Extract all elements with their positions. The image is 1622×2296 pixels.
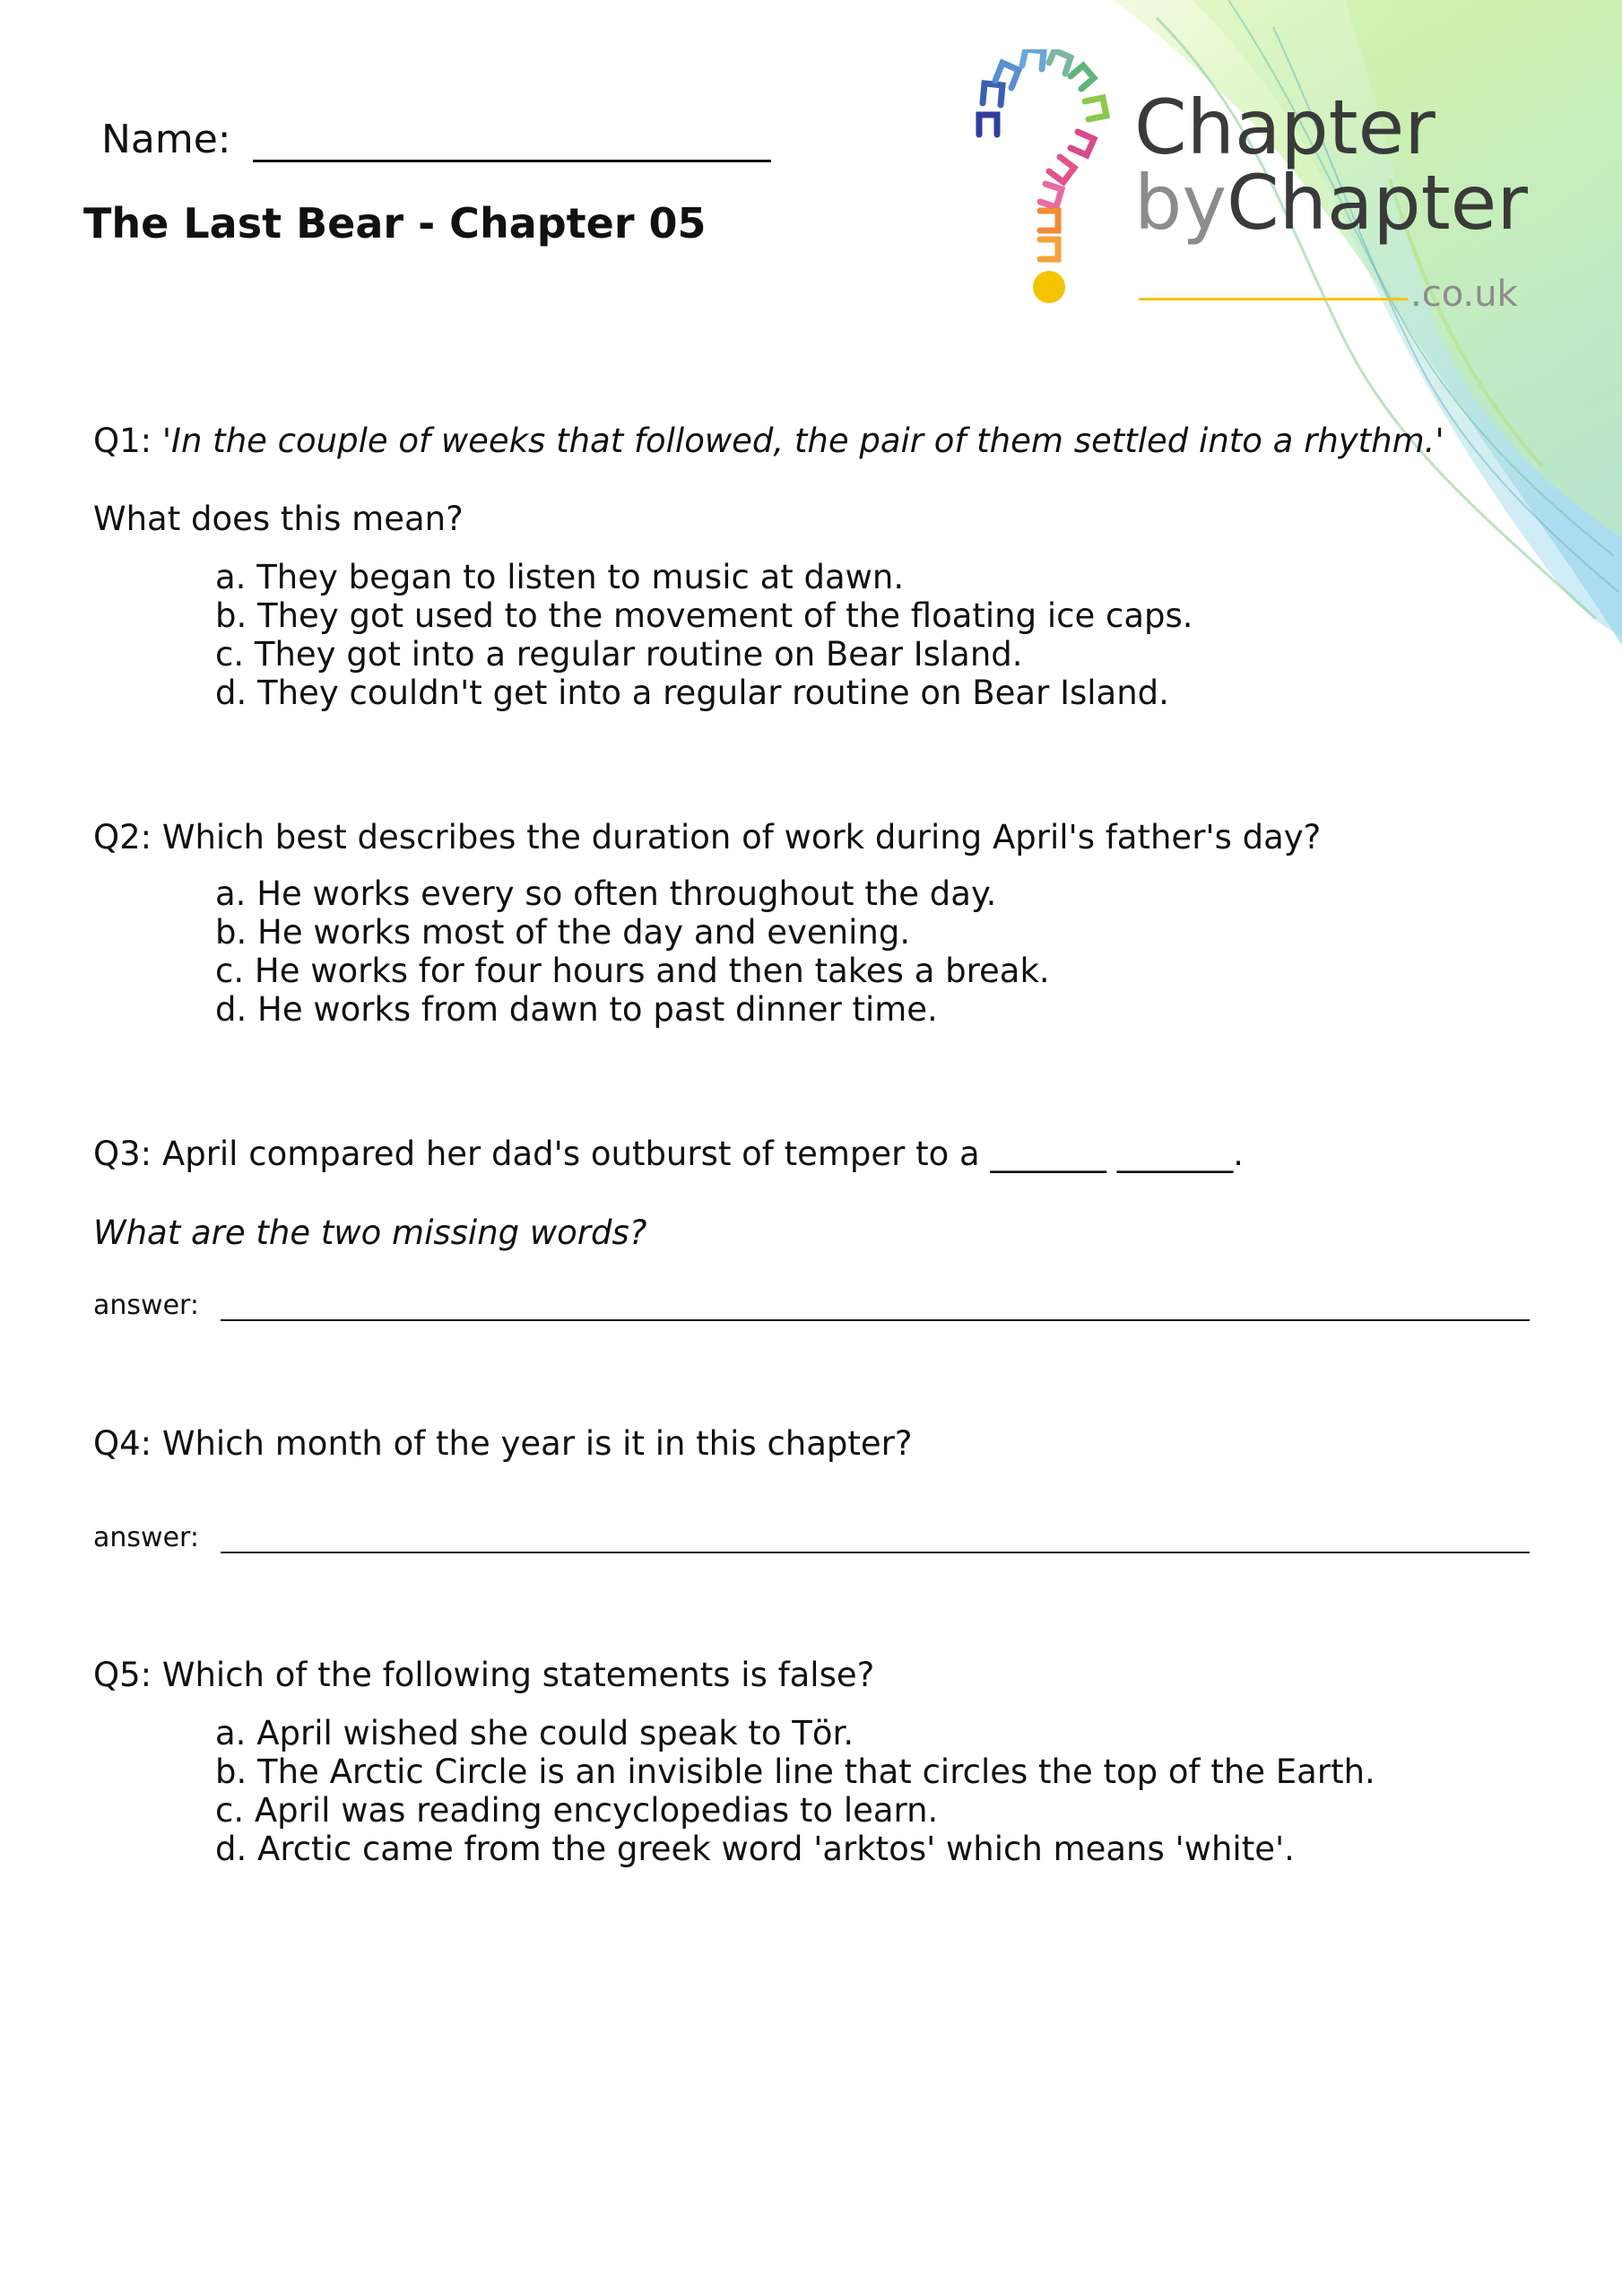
page-title: The Last Bear - Chapter 05 [83, 199, 707, 248]
q4-answer-line[interactable] [221, 1525, 1530, 1553]
logo-chapter: Chapter [1227, 159, 1528, 247]
question-2: Q2: Which best describes the duration of work during April's father's day? [93, 818, 1322, 857]
q1-option-b[interactable]: b. They got used to the movement of the floating ice caps. [215, 596, 1193, 635]
q1-prompt: What does this mean? [93, 500, 464, 538]
q5-options [215, 1714, 1375, 1868]
q2-option-b[interactable]: b. He works most of the day and evening. [215, 913, 911, 952]
q1-option-d[interactable]: d. They couldn't get into a regular routine on Bear Island. [215, 674, 1169, 712]
q1-option-a[interactable]: a. They began to listen to music at dawn. [215, 558, 905, 596]
q1-prefix: Q1: [93, 422, 162, 460]
q5-option-b[interactable]: b. The Arctic Circle is an invisible line that circles the top of the Earth. [215, 1752, 1375, 1791]
logo-domain: .co.uk [1410, 274, 1518, 315]
q1-quote: 'In the couple of weeks that followed, the pair of them settled into a rhythm.' [161, 422, 1444, 460]
name-label: Name: [101, 117, 231, 162]
q4-answer [93, 1522, 1530, 1553]
logo-text [1134, 83, 1565, 315]
q2-options [215, 874, 1050, 1029]
name-input-line[interactable] [253, 115, 771, 162]
q2-option-a[interactable]: a. He works every so often throughout the day. [215, 874, 997, 913]
question-4: Q4: Which month of the year is it in this chapter? [93, 1424, 913, 1463]
question-5: Q5: Which of the following statements is false? [93, 1656, 875, 1694]
q3-answer-label: answer: [93, 1290, 199, 1321]
q3-prompt: What are the two missing words? [93, 1213, 647, 1252]
logo-underline [1139, 298, 1408, 300]
q1-option-c[interactable]: c. They got into a regular routine on Bear Island. [215, 635, 1023, 674]
q5-option-c[interactable]: c. April was reading encyclopedias to learn. [215, 1791, 939, 1830]
q5-option-d[interactable]: d. Arctic came from the greek word 'arktos' which means 'white'. [215, 1830, 1295, 1868]
q3-answer-line[interactable] [221, 1292, 1530, 1321]
q5-option-a[interactable]: a. April wished she could speak to Tӧr. [215, 1714, 854, 1752]
q4-answer-label: answer: [93, 1522, 199, 1553]
question-3: Q3: April compared her dad's outburst of temper to a _______ _______. [93, 1135, 1244, 1173]
question-1 [93, 422, 1444, 461]
name-field [101, 115, 771, 162]
logo-by: by [1134, 159, 1227, 247]
logo-line2 [1134, 159, 1565, 247]
logo-line1: Chapter [1134, 83, 1436, 171]
q2-option-c[interactable]: c. He works for four hours and then takes a break. [215, 952, 1050, 990]
question-mark-books-icon [959, 49, 1157, 318]
q3-answer [93, 1290, 1530, 1321]
q2-option-d[interactable]: d. He works from dawn to past dinner time. [215, 990, 938, 1029]
q1-options [215, 558, 1193, 712]
